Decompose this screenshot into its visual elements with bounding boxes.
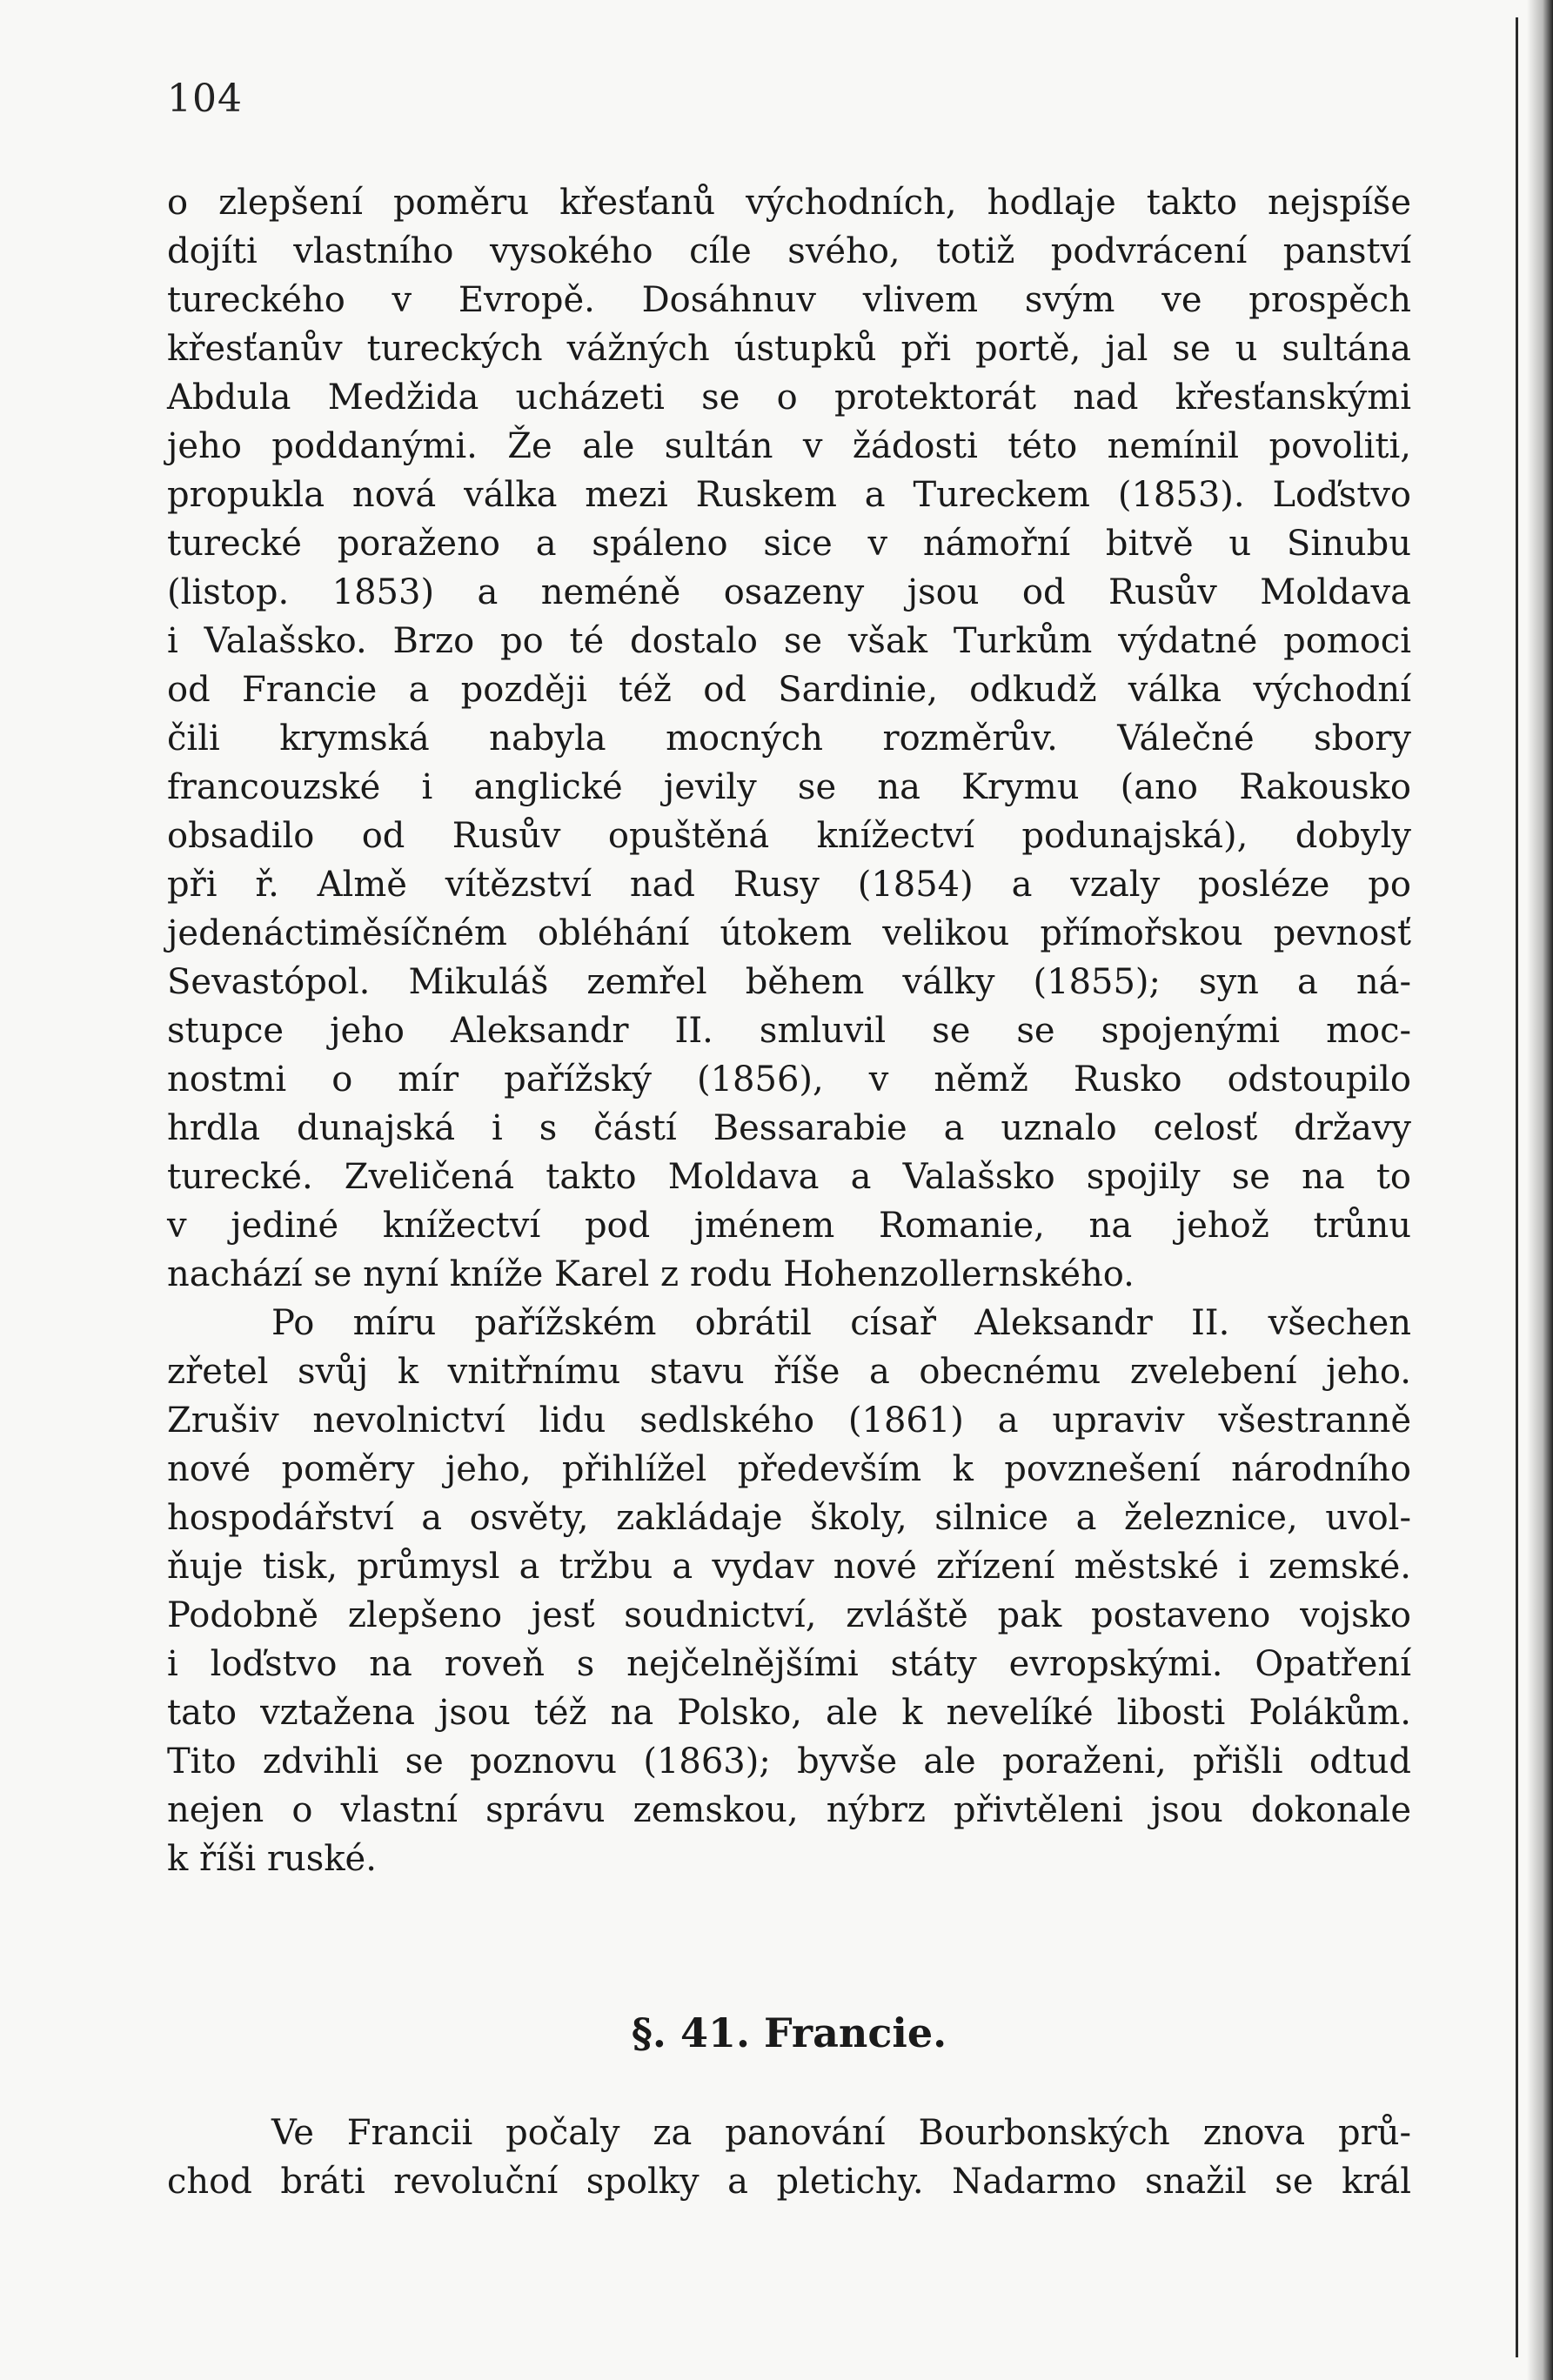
paragraph-2 xyxy=(167,1299,1411,1883)
text-line: Podobně zlepšeno jesť soudnictví, zvláště pak postaveno vojsko xyxy=(167,1595,1411,1635)
text-line: dojíti vlastního vysokého cíle svého, totiž podvrácení panství xyxy=(167,231,1411,271)
page-edge-shadow xyxy=(1527,0,1553,2380)
paragraph-1 xyxy=(167,178,1411,1299)
text-line: turecké. Zveličená takto Moldava a Valašsko spojily se na to xyxy=(167,1157,1411,1197)
text-line: Zrušiv nevolnictví lidu sedlského (1861) a upraviv všestranně xyxy=(167,1401,1411,1441)
body-text-continued xyxy=(167,2109,1411,2206)
text-line: hospodářství a osvěty, zakládaje školy, silnice a železnice, uvol- xyxy=(167,1498,1411,1538)
text-line: od Francie a později též od Sardinie, odkudž válka východní xyxy=(167,670,1411,710)
text-line: křesťanův tureckých vážných ústupků při portě, jal se u sultána xyxy=(167,329,1411,369)
text-line: tato vztažena jsou též na Polsko, ale k nevelíké libosti Polákům. xyxy=(167,1693,1411,1733)
text-line: zřetel svůj k vnitřnímu stavu říše a obecnému zvelebení jeho. xyxy=(167,1352,1411,1392)
text-line: stupce jeho Aleksandr II. smluvil se se spojenými moc- xyxy=(167,1011,1411,1051)
text-line: nové poměry jeho, přihlížel především k povznešení národního xyxy=(167,1449,1411,1489)
text-line: i loďstvo na roveň s nejčelnějšími státy evropskými. Opatření xyxy=(167,1644,1411,1684)
text-line: k říši ruské. xyxy=(167,1839,377,1879)
text-line: nostmi o mír pařížský (1856), v němž Rusko odstoupilo xyxy=(167,1060,1411,1100)
text-line: hrdla dunajská i s částí Bessarabie a uznalo celosť državy xyxy=(167,1108,1411,1148)
body-text xyxy=(167,178,1411,1883)
text-line: turecké poraženo a spáleno sice v námořní bitvě u Sinubu xyxy=(167,524,1411,564)
text-line: obsadilo od Rusův opuštěná knížectví podunajská), dobyly xyxy=(167,816,1411,856)
text-line: (listop. 1853) a neméně osazeny jsou od Rusův Moldava xyxy=(167,572,1411,612)
text-line: Abdula Medžida ucházeti se o protektorát nad křesťanskými xyxy=(167,378,1411,418)
text-line: ňuje tisk, průmysl a tržbu a vydav nové zřízení městské i zemské. xyxy=(167,1547,1411,1587)
text-line: nachází se nyní kníže Karel z rodu Hohenzollernského. xyxy=(167,1254,1135,1294)
text-line: tureckého v Evropě. Dosáhnuv vlivem svým ve prospěch xyxy=(167,280,1411,320)
text-line: jedenáctiměsíčném obléhání útokem velikou přímořskou pevnosť xyxy=(167,913,1411,953)
text-line: čili krymská nabyla mocných rozměrův. Válečné sbory xyxy=(167,719,1411,759)
text-line: o zlepšení poměru křesťanů východních, hodlaje takto nejspíše xyxy=(167,183,1411,223)
text-line: jeho poddanými. Že ale sultán v žádosti této nemínil povoliti, xyxy=(167,426,1411,466)
text-line: Sevastópol. Mikuláš zemřel během války (1855); syn a ná- xyxy=(167,962,1411,1002)
text-line: Tito zdvihli se poznovu (1863); byvše ale poraženi, přišli odtud xyxy=(167,1742,1411,1782)
text-line: chod bráti revoluční spolky a pletichy. Nadarmo snažil se král xyxy=(167,2162,1411,2202)
page-border-line xyxy=(1516,17,1518,2357)
text-line: při ř. Almě vítězství nad Rusy (1854) a vzaly posléze po xyxy=(167,865,1411,905)
text-line: francouzské i anglické jevily se na Krymu (ano Rakousko xyxy=(167,767,1411,807)
text-line: Ve Francii počaly za panování Bourbonských znova prů- xyxy=(271,2113,1411,2153)
text-line: propukla nová válka mezi Ruskem a Tureckem (1853). Loďstvo xyxy=(167,475,1411,515)
text-line: nejen o vlastní správu zemskou, nýbrz přivtěleni jsou dokonale xyxy=(167,1790,1411,1830)
text-line: Po míru pařížském obrátil císař Aleksandr II. všechen xyxy=(271,1303,1411,1343)
page-number: 104 xyxy=(167,77,243,121)
paragraph-3 xyxy=(167,2109,1411,2206)
text-line: v jediné knížectví pod jménem Romanie, na jehož trůnu xyxy=(167,1206,1411,1246)
text-line: i Valašsko. Brzo po té dostalo se však Turkům výdatné pomoci xyxy=(167,621,1411,661)
section-heading: §. 41. Francie. xyxy=(631,2009,947,2056)
